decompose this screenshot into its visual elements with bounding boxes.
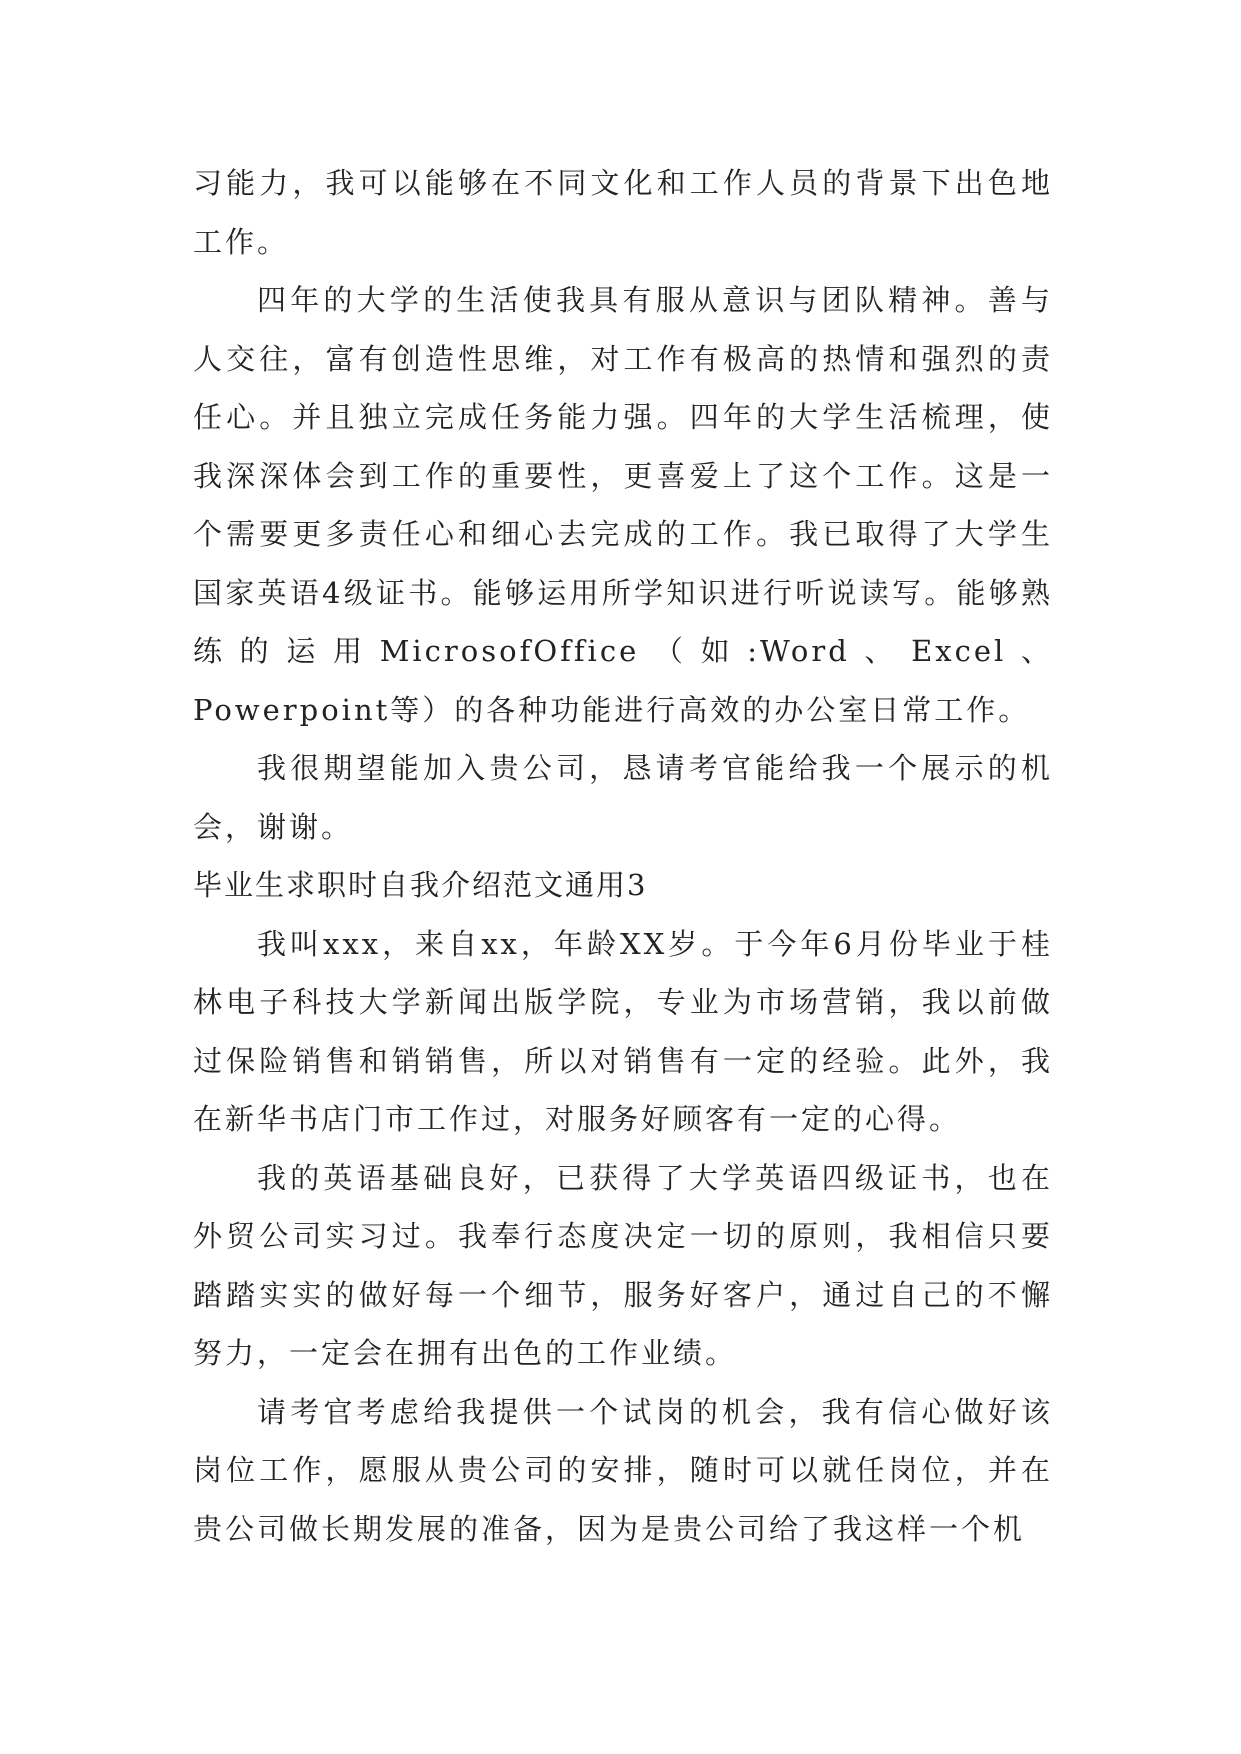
document-body: [193, 154, 1053, 1558]
paragraph: 我的英语基础良好，已获得了大学英语四级证书，也在外贸公司实习过。我奉行态度决定一切的原则，我相信只要踏踏实实的做好每一个细节，服务好客户，通过自己的不懈努力，一定会在拥有出色的工作业绩。: [193, 1160, 1053, 1370]
paragraph: 我很期望能加入贵公司，恳请考官能给我一个展示的机会，谢谢。: [193, 751, 1053, 844]
paragraph: 我叫xxx，来自xx，年龄XX岁。于今年6月份毕业于桂林电子科技大学新闻出版学院，专业为市场营销，我以前做过保险销售和销销售，所以对销售有一定的经验。此外，我在新华书店门市工作过，对服务好顾客有一定的心得。: [193, 926, 1053, 1136]
paragraph: 请考官考虑给我提供一个试岗的机会，我有信心做好该岗位工作，愿服从贵公司的安排，随时可以就任岗位，并在贵公司做长期发展的准备，因为是贵公司给了我这样一个机: [193, 1394, 1053, 1546]
paragraph: 四年的大学的生活使我具有服从意识与团队精神。善与人交往，富有创造性思维，对工作有极高的热情和强烈的责任心。并且独立完成任务能力强。四年的大学生活梳理，使我深深体会到工作的重要性，更喜爱上了这个工作。这是一个需要更多责任心和细心去完成的工作。我已取得了大学生国家英语4级证书。能够运用所学知识进行听说读写。能够熟练的运用MicrosofOffice（如:Word、Excel、Powerpoint等）的各种功能进行高效的办公室日常工作。: [193, 283, 1053, 727]
section-heading: 毕业生求职时自我介绍范文通用3: [193, 868, 648, 902]
paragraph: 习能力，我可以能够在不同文化和工作人员的背景下出色地工作。: [193, 166, 1053, 259]
